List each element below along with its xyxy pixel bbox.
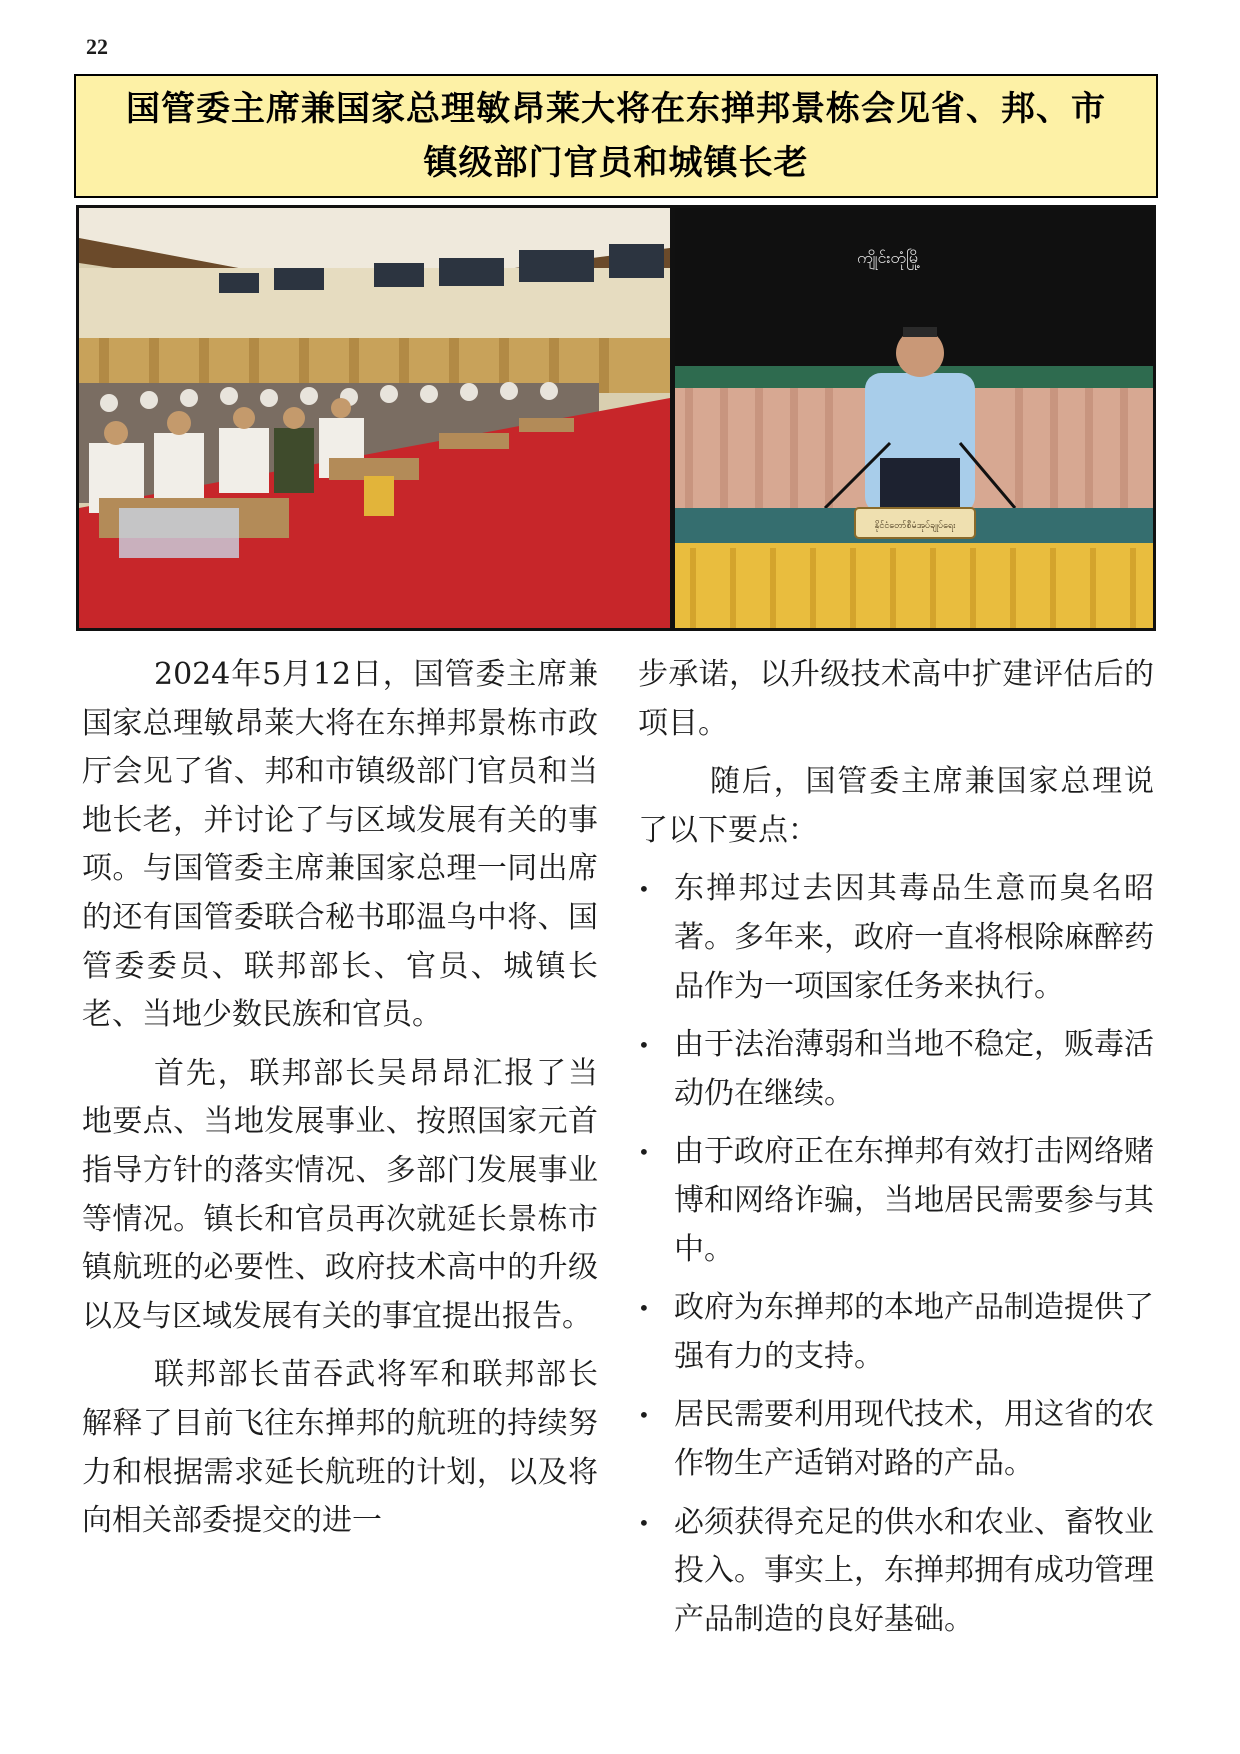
nameplate-text: နိုင်ငံတော်စီမံအုပ်ချုပ်ရေး <box>874 521 956 531</box>
list-item-text: 东掸邦过去因其毒品生意而臭名昭著。多年来，政府一直将根除麻醉药品作为一项国家任务来执行。 <box>674 871 1154 1004</box>
list-item <box>638 1499 1154 1645</box>
list-item <box>638 1128 1154 1274</box>
headline-box <box>74 74 1158 198</box>
meeting-hall-image <box>79 208 670 628</box>
list-item-text: 政府为东掸邦的本地产品制造提供了强有力的支持。 <box>674 1290 1154 1374</box>
speaker-image <box>675 208 1153 628</box>
list-item-text: 居民需要利用现代技术，用这省的农作物生产适销对路的产品。 <box>674 1397 1154 1481</box>
list-item <box>638 1021 1154 1118</box>
list-item <box>638 865 1154 1011</box>
left-column <box>82 651 598 1546</box>
headline-line-1: 国管委主席兼国家总理敏昂莱大将在东掸邦景栋会见省、邦、市 <box>126 89 1106 129</box>
speaker-photo <box>675 208 1153 628</box>
list-item-text: 由于法治薄弱和当地不稳定，贩毒活动仍在继续。 <box>674 1027 1154 1111</box>
bullet-marker: • <box>638 1296 650 1321</box>
bullet-marker: • <box>638 1510 650 1535</box>
paragraph-flights: 联邦部长苗吞武将军和联邦部长解释了目前飞往东掸邦的航班的持续努力和根据需求延长航班的计划，以及将向相关部委提交的进一 <box>82 1357 598 1539</box>
meeting-hall-photo <box>79 208 670 628</box>
bullet-marker: • <box>638 1140 650 1165</box>
list-item-text: 由于政府正在东掸邦有效打击网络赌博和网络诈骗，当地居民需要参与其中。 <box>674 1134 1154 1267</box>
paragraph-report: 首先，联邦部长吴昂昂汇报了当地要点、当地发展事业、按照国家元首指导方针的落实情况、多部门发展事业等情况。镇长和官员再次就延长景栋市镇航班的必要性、政府技术高中的升级以及与区域发展有关的事宜提出报告。 <box>82 1055 598 1334</box>
bullet-marker: • <box>638 877 650 902</box>
paragraph-intro: 2024年5月12日，国管委主席兼国家总理敏昂莱大将在东掸邦景栋市政厅会见了省、邦和市镇级部门官员和当地长老，并讨论了与区域发展有关的事项。与国管委主席兼国家总理一同出席的还有国管委联合秘书耶温乌中将、国管委委员、联邦部长、官员、城镇长老、当地少数民族和官员。 <box>82 657 598 1033</box>
paragraph-key-points-intro: 随后，国管委主席兼国家总理说了以下要点： <box>638 764 1154 848</box>
right-column <box>638 651 1154 1644</box>
bullet-marker: • <box>638 1403 650 1428</box>
list-item <box>638 1284 1154 1381</box>
page-number: 22 <box>86 34 108 59</box>
stage-banner-text: ကျိုင်းတုံမြို့ <box>857 248 921 267</box>
list-item-text: 必须获得充足的供水和农业、畜牧业投入。事实上，东掸邦拥有成功管理产品制造的良好基础。 <box>674 1504 1154 1637</box>
paragraph-continuation: 步承诺，以升级技术高中扩建评估后的项目。 <box>638 657 1154 741</box>
photo-strip <box>76 205 1156 631</box>
bullet-marker: • <box>638 1033 650 1058</box>
headline-line-2: 镇级部门官员和城镇长老 <box>423 143 809 183</box>
key-points-list <box>638 865 1154 1644</box>
list-item <box>638 1391 1154 1488</box>
